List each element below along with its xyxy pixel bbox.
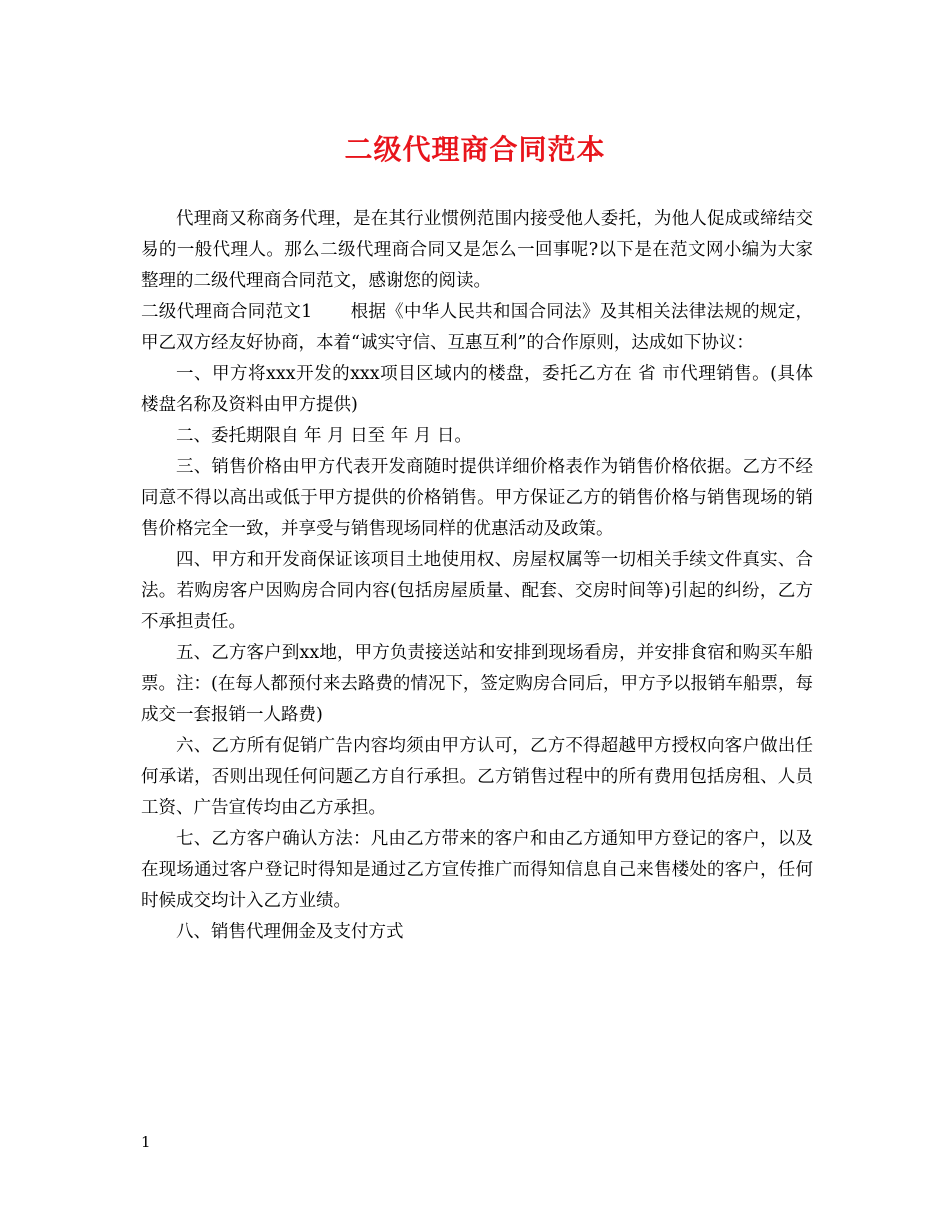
document-body [141, 204, 813, 948]
sample-paragraph [141, 297, 813, 359]
document-title: 二级代理商合同范本 [344, 133, 606, 166]
intro-paragraph: 代理商又称商务代理，是在其行业惯例范围内接受他人委托，为他人促成或缔结交易的一般代理人。那么二级代理商合同又是怎么一回事呢?以下是在范文网小编为大家整理的二级代理商合同范文，感谢您的阅读。 [141, 209, 813, 291]
clause-8: 八、销售代理佣金及支付方式 [176, 922, 404, 942]
clause-4: 四、甲方和开发商保证该项目土地使用权、房屋权属等一切相关手续文件真实、合法。若购房客户因购房合同内容(包括房屋质量、配套、交房时间等)引起的纠纷，乙方不承担责任。 [141, 550, 813, 632]
page-number: 1 [141, 1133, 151, 1151]
sample-heading: 二级代理商合同范文1 [141, 302, 313, 322]
clause-2: 二、委托期限自 年 月 日至 年 月 日。 [176, 426, 472, 446]
clause-3: 三、销售价格由甲方代表开发商随时提供详细价格表作为销售价格依据。乙方不经同意不得以高出或低于甲方提供的价格销售。甲方保证乙方的销售价格与销售现场的销售价格完全一致，并享受与销售现场同样的优惠活动及政策。 [141, 457, 813, 539]
clause-7: 七、乙方客户确认方法：凡由乙方带来的客户和由乙方通知甲方登记的客户，以及在现场通过客户登记时得知是通过乙方宣传推广而得知信息自己来售楼处的客户，任何时候成交均计入乙方业绩。 [141, 829, 813, 911]
clause-6: 六、乙方所有促销广告内容均须由甲方认可，乙方不得超越甲方授权向客户做出任何承诺，否则出现任何问题乙方自行承担。乙方销售过程中的所有费用包括房租、人员工资、广告宣传均由乙方承担。 [141, 736, 813, 818]
contract-preamble: 根据《中华人民共和国合同法》及其相关法律法规的规定，甲乙双方经友好协商，本着“诚实守信、互惠互利”的合作原则，达成如下协议： [141, 302, 814, 353]
clause-1: 一、甲方将xxx开发的xxx项目区域内的楼盘，委托乙方在 省 市代理销售。(具体楼盘名称及资料由甲方提供) [141, 364, 813, 415]
clause-5: 五、乙方客户到xx地，甲方负责接送站和安排到现场看房，并安排食宿和购买车船票。注：(在每人都预付来去路费的情况下，签定购房合同后，甲方予以报销车船票，每成交一套报销一人路费) [141, 643, 813, 725]
